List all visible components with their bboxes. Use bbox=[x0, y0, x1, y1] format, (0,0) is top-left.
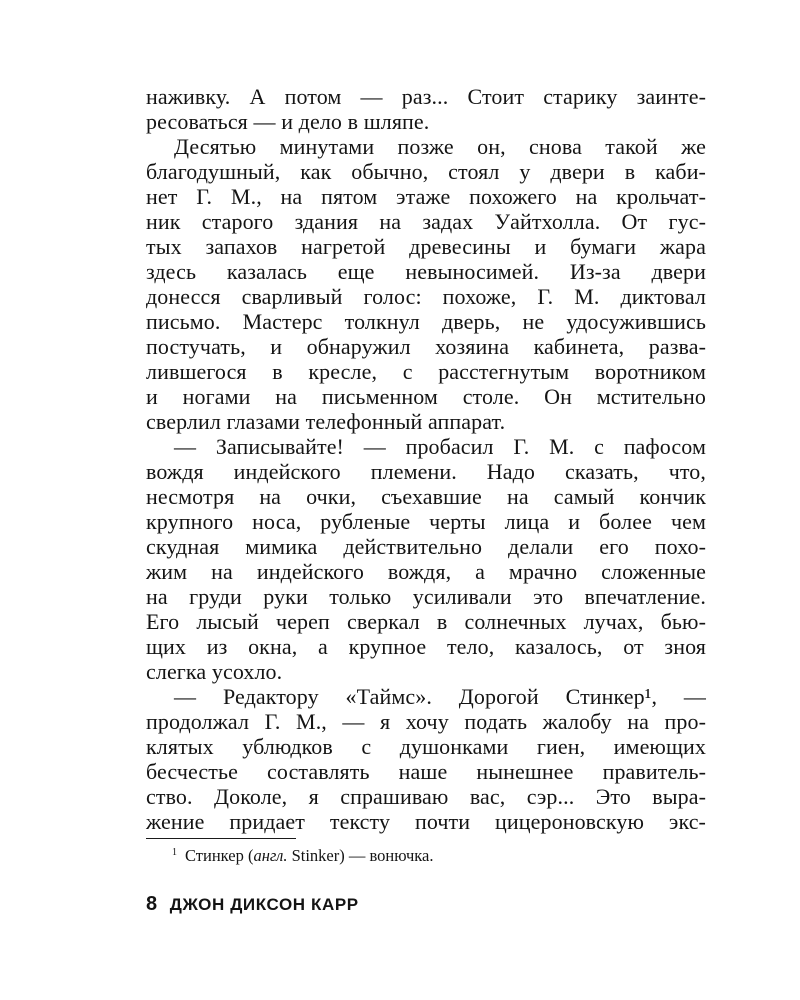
text-line: наживку. А потом — раз... Стоит старику заинте- bbox=[146, 84, 706, 109]
text-line: продолжал Г. М., — я хочу подать жалобу на про- bbox=[146, 709, 706, 734]
footnote-language-abbrev: англ. bbox=[253, 846, 288, 865]
text-line: щих из окна, а крупное тело, казалось, от зноя bbox=[146, 634, 706, 659]
footnote-marker: 1 bbox=[172, 847, 177, 858]
body-text bbox=[146, 84, 706, 834]
text-line: здесь казалась еще невыносимей. Из-за двери bbox=[146, 259, 706, 284]
text-line: ресоваться — и дело в шляпе. bbox=[146, 109, 430, 134]
text-line: и ногами на письменном столе. Он мстительно bbox=[146, 384, 706, 409]
text-line: слегка усохло. bbox=[146, 659, 283, 684]
text-line: Его лысый череп сверкал в солнечных лучах, бью- bbox=[146, 609, 706, 634]
text-line: донесся сварливый голос: похоже, Г. М. диктовал bbox=[146, 284, 706, 309]
text-line: вождя индейского племени. Надо сказать, что, bbox=[146, 459, 706, 484]
author-name: ДЖОН ДИКСОН КАРР bbox=[169, 895, 359, 914]
text-line: тых запахов нагретой древесины и бумаги жара bbox=[146, 234, 706, 259]
text-line: бесчестье составлять наше нынешнее правитель- bbox=[146, 759, 706, 784]
footnote-text-before: Стинкер ( bbox=[185, 846, 254, 865]
text-line: жим на индейского вождя, а мрачно сложенные bbox=[146, 559, 706, 584]
text-line: клятых ублюдков с душонками гиен, имеющих bbox=[146, 734, 706, 759]
text-line: — Редактору «Таймс». Дорогой Стинкер¹, — bbox=[174, 684, 706, 709]
running-footer bbox=[146, 893, 359, 916]
text-line: лившегося в кресле, с расстегнутым воротником bbox=[146, 359, 706, 384]
text-line: крупного носа, рубленые черты лица и более чем bbox=[146, 509, 706, 534]
footnote bbox=[172, 846, 433, 866]
footnote-divider bbox=[146, 838, 296, 839]
text-line: благодушный, как обычно, стоял у двери в каби- bbox=[146, 159, 706, 184]
text-line: жение придает тексту почти цицероновскую экс- bbox=[146, 809, 706, 834]
text-line: постучать, и обнаружил хозяина кабинета, разва- bbox=[146, 334, 706, 359]
text-line: ство. Доколе, я спрашиваю вас, сэр... Это выра- bbox=[146, 784, 706, 809]
text-line: скудная мимика действительно делали его похо- bbox=[146, 534, 706, 559]
text-line: письмо. Мастерс толкнул дверь, не удосужившись bbox=[146, 309, 706, 334]
text-line: на груди руки только усиливали это впечатление. bbox=[146, 584, 706, 609]
text-line: несмотря на очки, съехавшие на самый кончик bbox=[146, 484, 706, 509]
text-line: ник старого здания на задах Уайтхолла. От гус- bbox=[146, 209, 706, 234]
text-line: Десятью минутами позже он, снова такой же bbox=[174, 134, 706, 159]
text-line: нет Г. М., на пятом этаже похожего на крольчат- bbox=[146, 184, 706, 209]
page-number: 8 bbox=[146, 893, 158, 915]
text-line: — Записывайте! — пробасил Г. М. с пафосом bbox=[174, 434, 706, 459]
footnote-text-after: Stinker) — вонючка. bbox=[287, 846, 434, 865]
text-line: сверлил глазами телефонный аппарат. bbox=[146, 409, 506, 434]
